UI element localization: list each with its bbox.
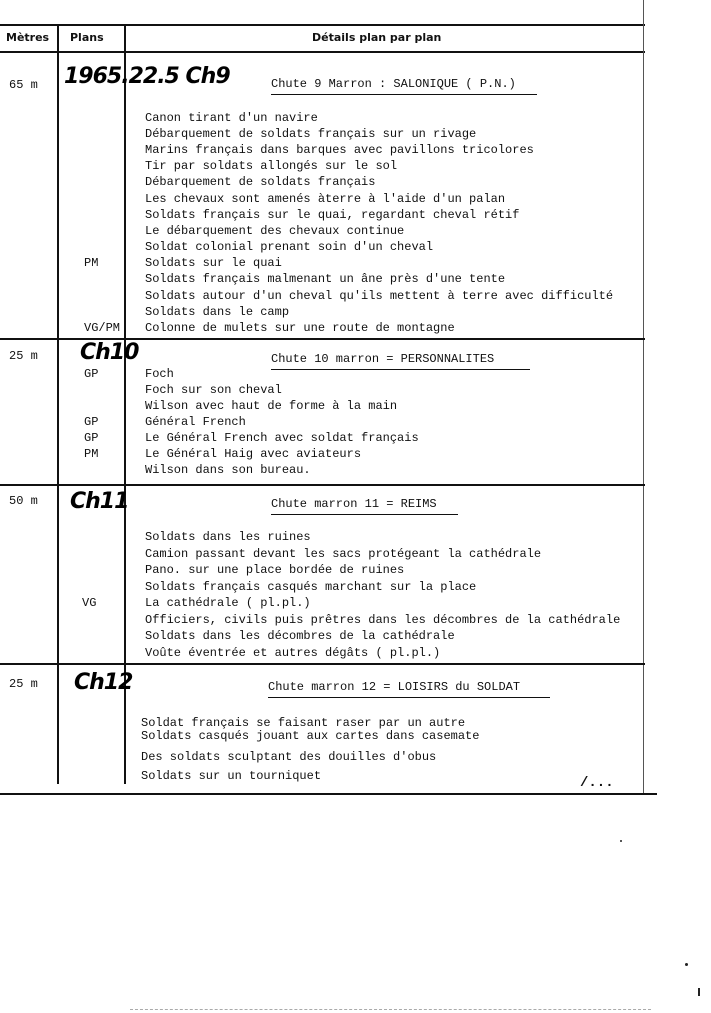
section-title-main: LOISIRS du SOLDAT [397, 680, 521, 694]
section-title-prefix: Chute marron 12 = [268, 680, 398, 694]
shot-row: Des soldats sculptant des douilles d'obus [141, 750, 437, 764]
shot-row: Officiers, civils puis prêtres dans les décombres de la cathédrale [145, 613, 621, 627]
section-title [271, 497, 437, 511]
shot-row: Wilson avec haut de forme à la main [145, 399, 398, 413]
section-title-main: SALONIQUE ( P.N.) [393, 77, 516, 91]
handwritten-reference: Ch10 [80, 340, 139, 365]
title-underline [271, 369, 530, 370]
shot-row: Le Général French avec soldat français [145, 431, 419, 445]
section-length: 25 m [9, 349, 38, 363]
section-length: 25 m [9, 677, 38, 691]
shot-plan: GP [84, 431, 99, 445]
scan-edge [130, 1009, 651, 1010]
section-title [271, 77, 516, 91]
shot-row: Foch [145, 367, 174, 381]
section-title-prefix: Chute 9 Marron : [271, 77, 394, 91]
shot-row: Soldats casqués jouant aux cartes dans casemate [141, 729, 480, 743]
shot-plan: VG/PM [84, 321, 121, 335]
bottom-rule [0, 793, 657, 795]
shot-row: Les chevaux sont amenés àterre à l'aide d'un palan [145, 192, 506, 206]
column-divider-metres [57, 24, 59, 784]
shot-row: Débarquement de soldats français [145, 175, 376, 189]
shot-row: Le débarquement des chevaux continue [145, 224, 405, 238]
shot-row: Canon tirant d'un navire [145, 111, 318, 125]
header-metres: Mètres [6, 31, 50, 44]
section-title-main: PERSONNALITES [400, 352, 495, 366]
shot-plan: GP [84, 367, 99, 381]
header-details: Détails plan par plan [312, 31, 442, 44]
scan-speck [698, 988, 700, 996]
shot-row: Soldats français sur le quai, regardant cheval rétif [145, 208, 520, 222]
scan-speck [685, 963, 688, 966]
shot-row: Soldats dans les décombres de la cathédrale [145, 629, 455, 643]
shot-row: Soldats français malmenant un âne près d'une tente [145, 272, 506, 286]
shot-plan: GP [84, 415, 99, 429]
title-underline [271, 514, 458, 515]
top-rule [0, 24, 645, 26]
title-underline [268, 697, 550, 698]
shot-row: Soldats sur un tourniquet [141, 769, 322, 783]
section-title [271, 352, 494, 366]
shot-row: Colonne de mulets sur une route de montagne [145, 321, 455, 335]
header-rule [0, 51, 645, 53]
shot-row: Camion passant devant les sacs protégeant la cathédrale [145, 547, 542, 561]
shot-row: Général French [145, 415, 246, 429]
shot-row: Wilson dans son bureau. [145, 463, 311, 477]
header-plans: Plans [70, 31, 104, 44]
shot-row: La cathédrale ( pl.pl.) [145, 596, 311, 610]
shot-plan: PM [84, 447, 99, 461]
title-underline [271, 94, 537, 95]
shot-row: Voûte éventrée et autres dégâts ( pl.pl.) [145, 646, 441, 660]
shot-plan: VG [82, 596, 97, 610]
section-rule-3 [0, 663, 645, 665]
shot-row: Soldats dans le camp [145, 305, 290, 319]
shot-row: Soldats français casqués marchant sur la place [145, 580, 477, 594]
section-title-prefix: Chute marron 11 = [271, 497, 401, 511]
section-title-main: REIMS [400, 497, 437, 511]
shot-row: Soldats dans les ruines [145, 530, 311, 544]
shot-row: Soldats sur le quai [145, 256, 282, 270]
shot-row: Marins français dans barques avec pavillons tricolores [145, 143, 534, 157]
continuation-mark: /... [580, 775, 614, 791]
shot-row: Débarquement de soldats français sur un rivage [145, 127, 477, 141]
handwritten-reference: Ch11 [70, 489, 129, 514]
section-length: 50 m [9, 494, 38, 508]
shot-row: Soldat colonial prenant soin d'un cheval [145, 240, 434, 254]
shot-row: Soldats autour d'un cheval qu'ils mettent à terre avec difficulté [145, 289, 614, 303]
shot-row: Soldat français se faisant raser par un autre [141, 716, 466, 730]
section-length: 65 m [9, 78, 38, 92]
shot-row: Le Général Haig avec aviateurs [145, 447, 362, 461]
section-title [268, 680, 520, 694]
right-border [643, 0, 644, 795]
scan-speck [620, 840, 622, 842]
shot-row: Pano. sur une place bordée de ruines [145, 563, 405, 577]
handwritten-reference: Ch12 [74, 670, 133, 695]
handwritten-reference: 1965.22.5 Ch9 [64, 64, 230, 89]
shot-row: Foch sur son cheval [145, 383, 282, 397]
section-rule-2 [0, 484, 645, 486]
section-title-prefix: Chute 10 marron = [271, 352, 401, 366]
shot-row: Tir par soldats allongés sur le sol [145, 159, 398, 173]
shot-plan: PM [84, 256, 99, 270]
